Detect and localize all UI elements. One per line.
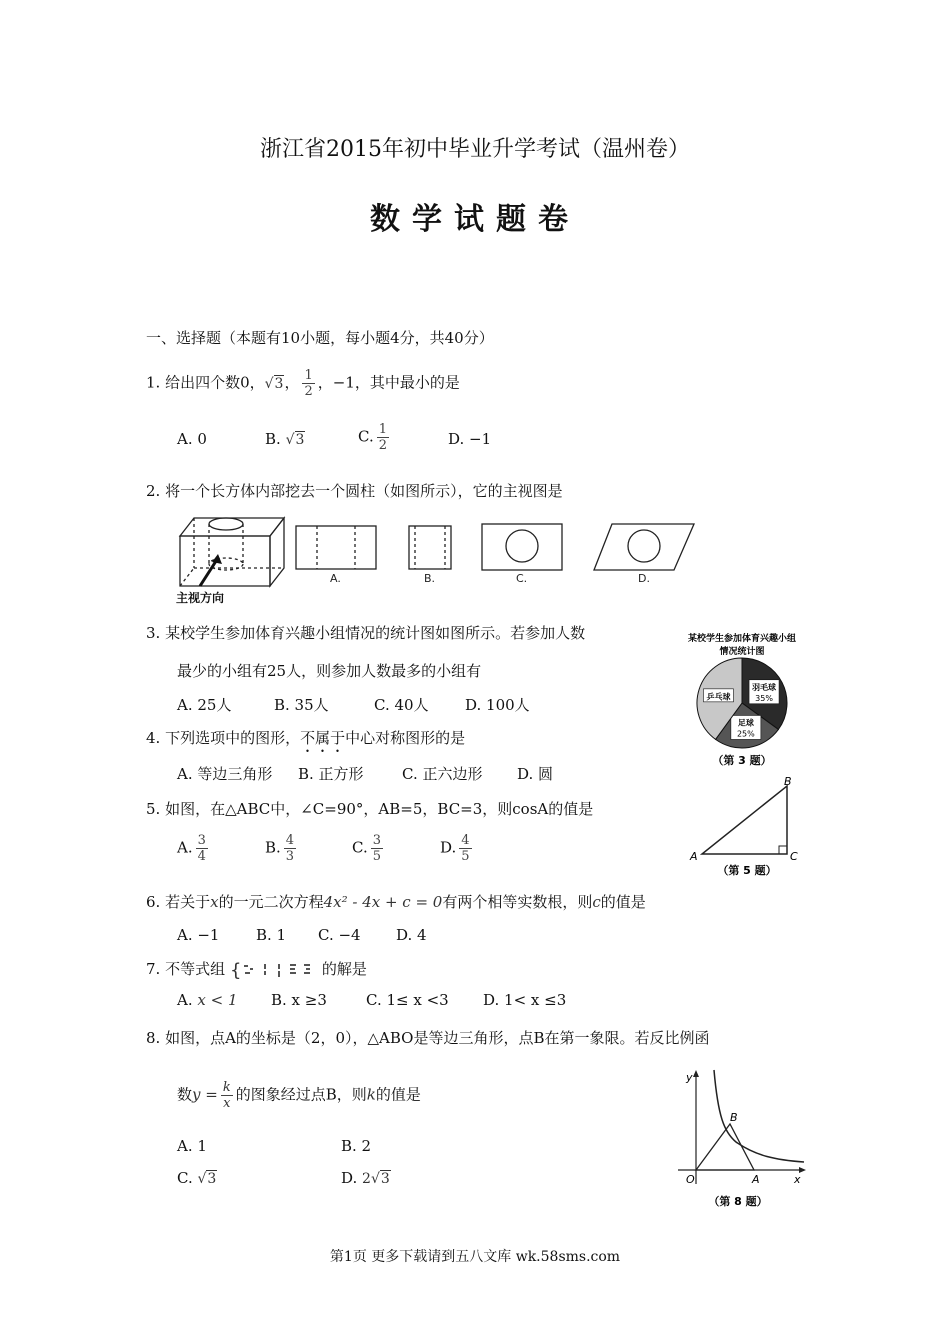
question-7-stem: 7. 不等式组 { 的解是 bbox=[146, 960, 367, 981]
q3-option-a: A. 25人 bbox=[177, 696, 232, 714]
option-a-figure bbox=[296, 526, 376, 569]
q3-option-d: D. 100人 bbox=[465, 696, 530, 714]
q7-option-a: A. x < 1 bbox=[177, 991, 238, 1009]
q6-option-d: D. 4 bbox=[396, 926, 427, 944]
pie-slice-label-2: 乒乓球 bbox=[706, 692, 731, 702]
graph-caption: （第 8 题） bbox=[708, 1195, 768, 1208]
pie-slice-label-1: 足球 bbox=[737, 718, 754, 728]
q1-option-a: A. 0 bbox=[177, 430, 207, 448]
option-c-label: C. bbox=[516, 572, 528, 585]
page-subtitle: 数学试题卷 bbox=[370, 202, 580, 237]
q6-option-b: B. 1 bbox=[256, 926, 287, 944]
q3-option-c: C. 40人 bbox=[374, 696, 429, 714]
q8-option-c: C. √3 bbox=[177, 1169, 217, 1187]
equation: 4x² - 4x + c = 0 bbox=[323, 893, 443, 911]
q2-figures bbox=[174, 506, 704, 606]
pie-slice-label-0: 羽毛球 bbox=[752, 682, 777, 692]
q6-option-a: A. −1 bbox=[177, 926, 220, 944]
question-5-stem: 5. 如图，在△ABC中，∠C=90°，AB=5，BC=3，则cosA的值是 bbox=[146, 800, 594, 818]
question-1-stem: 1. 给出四个数0，√3， $\frac{1}{2}$ ，−1，其中最小的是 bbox=[146, 368, 460, 399]
pie-slice-value-0: 35% bbox=[755, 693, 773, 703]
vertex-a-label: A bbox=[690, 850, 698, 863]
q3-pie-chart bbox=[672, 630, 812, 772]
hyperbola-curve bbox=[714, 1070, 804, 1162]
pie-slice-value-1: 25% bbox=[736, 729, 755, 739]
q4-option-b: B. 正方形 bbox=[298, 765, 364, 783]
option-b-label: B. bbox=[424, 572, 436, 585]
q5-option-b: B. $\frac{4}{3}$ bbox=[265, 833, 295, 864]
q1-option-d: D. −1 bbox=[448, 430, 492, 448]
svg-text:{: { bbox=[229, 960, 242, 981]
pie-title-line2: 情况统计图 bbox=[719, 647, 765, 657]
fraction-half: $\frac{1}{2}$ bbox=[304, 368, 313, 399]
pie-slices bbox=[697, 658, 787, 748]
q3-option-b: B. 35人 bbox=[274, 696, 329, 714]
origin-label: O bbox=[686, 1173, 695, 1186]
q1-option-b: B. √3 bbox=[265, 430, 305, 448]
question-8-stem-line1: 8. 如图，点A的坐标是（2，0），△ABO是等边三角形，点B在第一象限。若反比例函 bbox=[146, 1029, 710, 1047]
point-b-label: B bbox=[730, 1111, 738, 1124]
question-8-stem-line2: 数y = $\frac{k}{x}$ 的图象经过点B，则k的值是 bbox=[177, 1080, 421, 1111]
y-axis-label: y bbox=[686, 1071, 693, 1084]
option-d-label: D. bbox=[638, 572, 650, 585]
point-a-label: A bbox=[752, 1173, 760, 1186]
question-4-stem: 4. 下列选项中的图形，不属于中心对称图形的是 bbox=[146, 729, 466, 747]
option-b-figure bbox=[409, 526, 451, 569]
q4-option-a: A. 等边三角形 bbox=[177, 765, 273, 783]
q8-option-a: A. 1 bbox=[177, 1137, 207, 1155]
q5-triangle-figure bbox=[682, 776, 812, 880]
pie-caption: （第 3 题） bbox=[712, 754, 772, 767]
question-6-stem: 6. 若关于x的一元二次方程4x² - 4x + c = 0有两个相等实数根，则c的值是 bbox=[146, 893, 646, 911]
triangle-caption: （第 5 题） bbox=[717, 864, 777, 877]
option-d-figure bbox=[594, 524, 694, 570]
page-title: 浙江省2015年初中毕业升学考试（温州卷） bbox=[260, 137, 690, 162]
vertex-c-label: C bbox=[790, 850, 798, 863]
q5-option-c: C. $\frac{3}{5}$ bbox=[352, 833, 381, 864]
q5-option-d: D. $\frac{4}{5}$ bbox=[440, 833, 470, 864]
q6-option-c: C. −4 bbox=[318, 926, 361, 944]
q8-option-b: B. 2 bbox=[341, 1137, 372, 1155]
section-heading: 一、选择题（本题有10小题，每小题4分，共40分） bbox=[146, 329, 494, 347]
q8-graph-figure bbox=[672, 1066, 812, 1216]
q4-option-c: C. 正六边形 bbox=[402, 765, 483, 783]
x-axis-label: x bbox=[794, 1173, 801, 1186]
option-c-figure bbox=[482, 524, 562, 570]
q4-option-d: D. 圆 bbox=[517, 765, 554, 783]
vertex-b-label: B bbox=[784, 776, 792, 788]
inequality-system-garbled bbox=[230, 959, 322, 981]
option-a-label: A. bbox=[330, 572, 341, 585]
cuboid-figure bbox=[180, 518, 284, 586]
q1-option-c: C. $\frac{1}{2}$ bbox=[358, 422, 387, 453]
sqrt-3: √3 bbox=[264, 375, 284, 392]
question-2-stem: 2. 将一个长方体内部挖去一个圆柱（如图所示），它的主视图是 bbox=[146, 482, 563, 500]
q8-option-d: D. 2√3 bbox=[341, 1169, 390, 1187]
page-footer: 第1页 更多下载请到五八文库 wk.58sms.com bbox=[329, 1249, 621, 1265]
emphasized-text: 不属于 bbox=[300, 729, 346, 747]
q7-option-c: C. 1≤ x <3 bbox=[366, 991, 449, 1009]
view-direction-label: 主视方向 bbox=[176, 591, 225, 605]
q7-option-d: D. 1< x ≤3 bbox=[483, 991, 567, 1009]
pie-title-line1: 某校学生参加体育兴趣小组 bbox=[687, 634, 797, 644]
q5-option-a: A. $\frac{3}{4}$ bbox=[177, 833, 206, 864]
q7-option-b: B. x ≥3 bbox=[271, 991, 327, 1009]
question-3-stem-line2: 最少的小组有25人，则参加人数最多的小组有 bbox=[177, 662, 482, 680]
question-3-stem-line1: 3. 某校学生参加体育兴趣小组情况的统计图如图所示。若参加人数 bbox=[146, 624, 586, 642]
